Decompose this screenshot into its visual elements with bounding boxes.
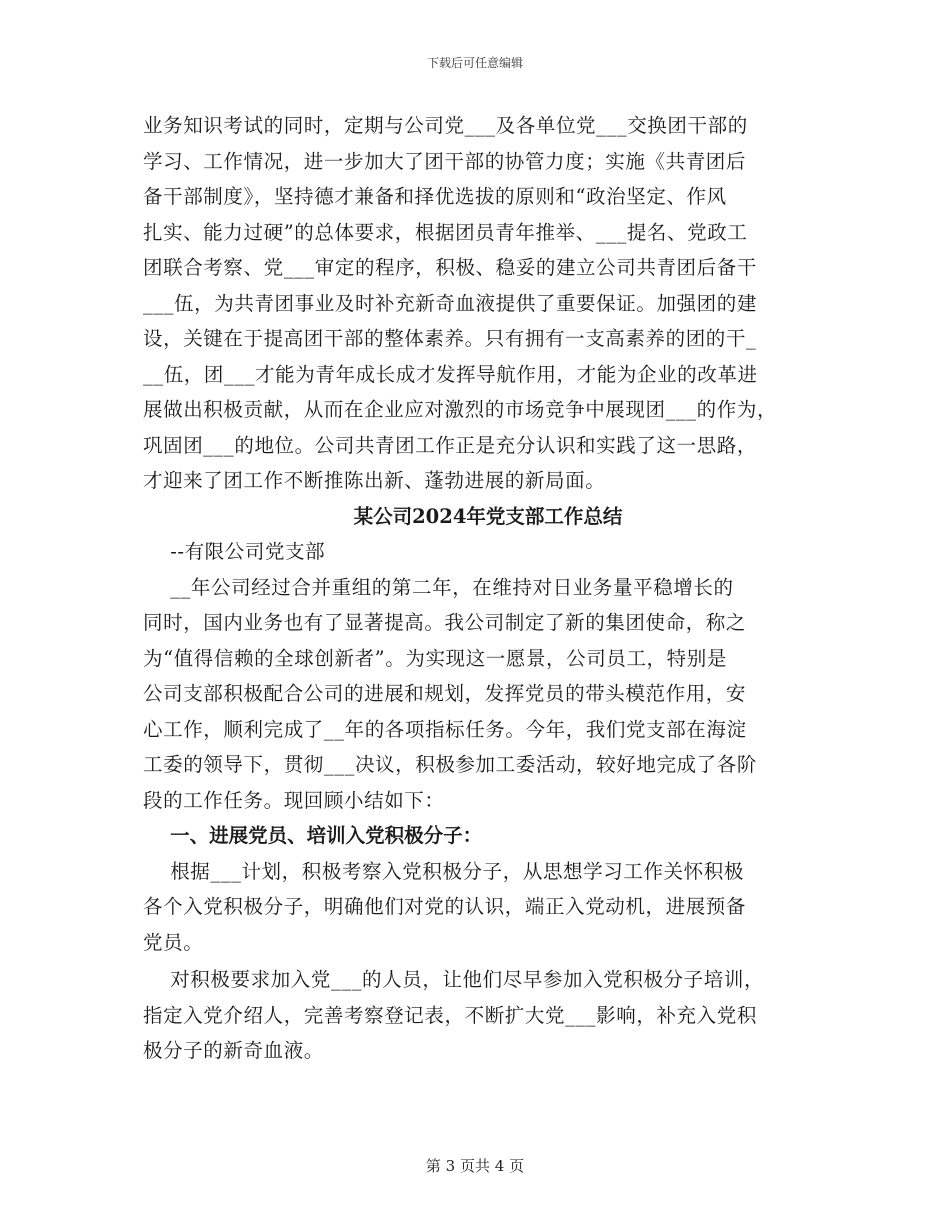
- intro-paragraph: [143, 108, 823, 499]
- text-line: __伍，团___才能为青年成长成才发挥导航作用，才能为企业的改革进: [143, 362, 758, 386]
- document-body: [143, 108, 823, 1069]
- text-line: 对积极要求加入党___的人员，让他们尽早参加入党积极分子培训，: [143, 968, 765, 991]
- paragraph-3: [143, 962, 823, 1069]
- text-line: 指定入党介绍人，完善考察登记表，不断扩大党___影响，补充入党积: [143, 1003, 757, 1027]
- page-header: 下载后可任意编辑: [426, 56, 523, 70]
- text-line: 根据___计划，积极考察入党积极分子，从思想学习工作关怀积极: [143, 859, 744, 883]
- text-line: 公司支部积极配合公司的进展和规划，发挥党员的带头模范作用，安: [143, 682, 747, 705]
- text-line: 团联合考察、党___审定的程序，积极、稳妥的建立公司共青团后备干: [143, 256, 757, 279]
- page-footer: 第 3 页共 4 页: [425, 1157, 525, 1175]
- document-title: 某公司2024年党支部工作总结: [353, 504, 623, 528]
- text-line: 展做出积极贡献，从而在企业应对激烈的市场竞争中展现团___的作为，: [143, 398, 778, 421]
- text-line: ___伍，为共青团事业及时补充新奇血液提供了重要保证。加强团的建: [143, 291, 757, 315]
- text-line: 极分子的新奇血液。: [143, 1039, 324, 1062]
- text-line: 设，关键在于提高团干部的整体素养。只有拥有一支高素养的团的干_: [143, 327, 757, 350]
- text-line: 心工作，顺利完成了__年的各项指标任务。今年，我们党支部在海淀: [143, 717, 747, 741]
- text-line: 同时，国内业务也有了显著提高。我公司制定了新的集团使命，称之: [143, 611, 747, 634]
- text-line: 为“值得信赖的全球创新者”。为实现这一愿景，公司员工，特别是: [143, 646, 727, 670]
- text-line: 备干部制度》，坚持德才兼备和择优选拔的原则和“政治坚定、作风: [143, 185, 727, 208]
- section-heading: 一、进展党员、培训入党积极分子：: [143, 824, 483, 847]
- text-line: 学习、工作情况，进一步加大了团干部的协管力度；实施《共青团后: [143, 149, 747, 173]
- text-line: 段的工作任务。现回顾小结如下：: [143, 788, 445, 812]
- text-line: 业务知识考试的同时，定期与公司党___及各单位党___交换团干部的: [143, 114, 748, 137]
- paragraph-2: [143, 854, 823, 961]
- text-line: 各个入党积极分子，明确他们对党的认识，端正入党动机，进展预备: [143, 895, 747, 918]
- text-line: __年公司经过合并重组的第二年，在维持对日业务量平稳增长的: [143, 575, 734, 599]
- text-line: 巩固团___的地位。公司共青团工作正是充分认识和实践了这一思路，: [143, 433, 757, 457]
- text-line: 工委的领导下，贯彻___决议，积极参加工委活动，较好地完成了各阶: [143, 753, 757, 776]
- paragraph-1: [143, 570, 823, 819]
- document-subtitle: --有限公司党支部: [143, 540, 326, 563]
- text-line: 才迎来了团工作不断推陈出新、蓬勃进展的新局面。: [143, 469, 606, 492]
- text-line: 党员。: [143, 930, 204, 954]
- text-line: 扎实、能力过硬”的总体要求，根据团员青年推举、___提名、党政工: [143, 220, 748, 244]
